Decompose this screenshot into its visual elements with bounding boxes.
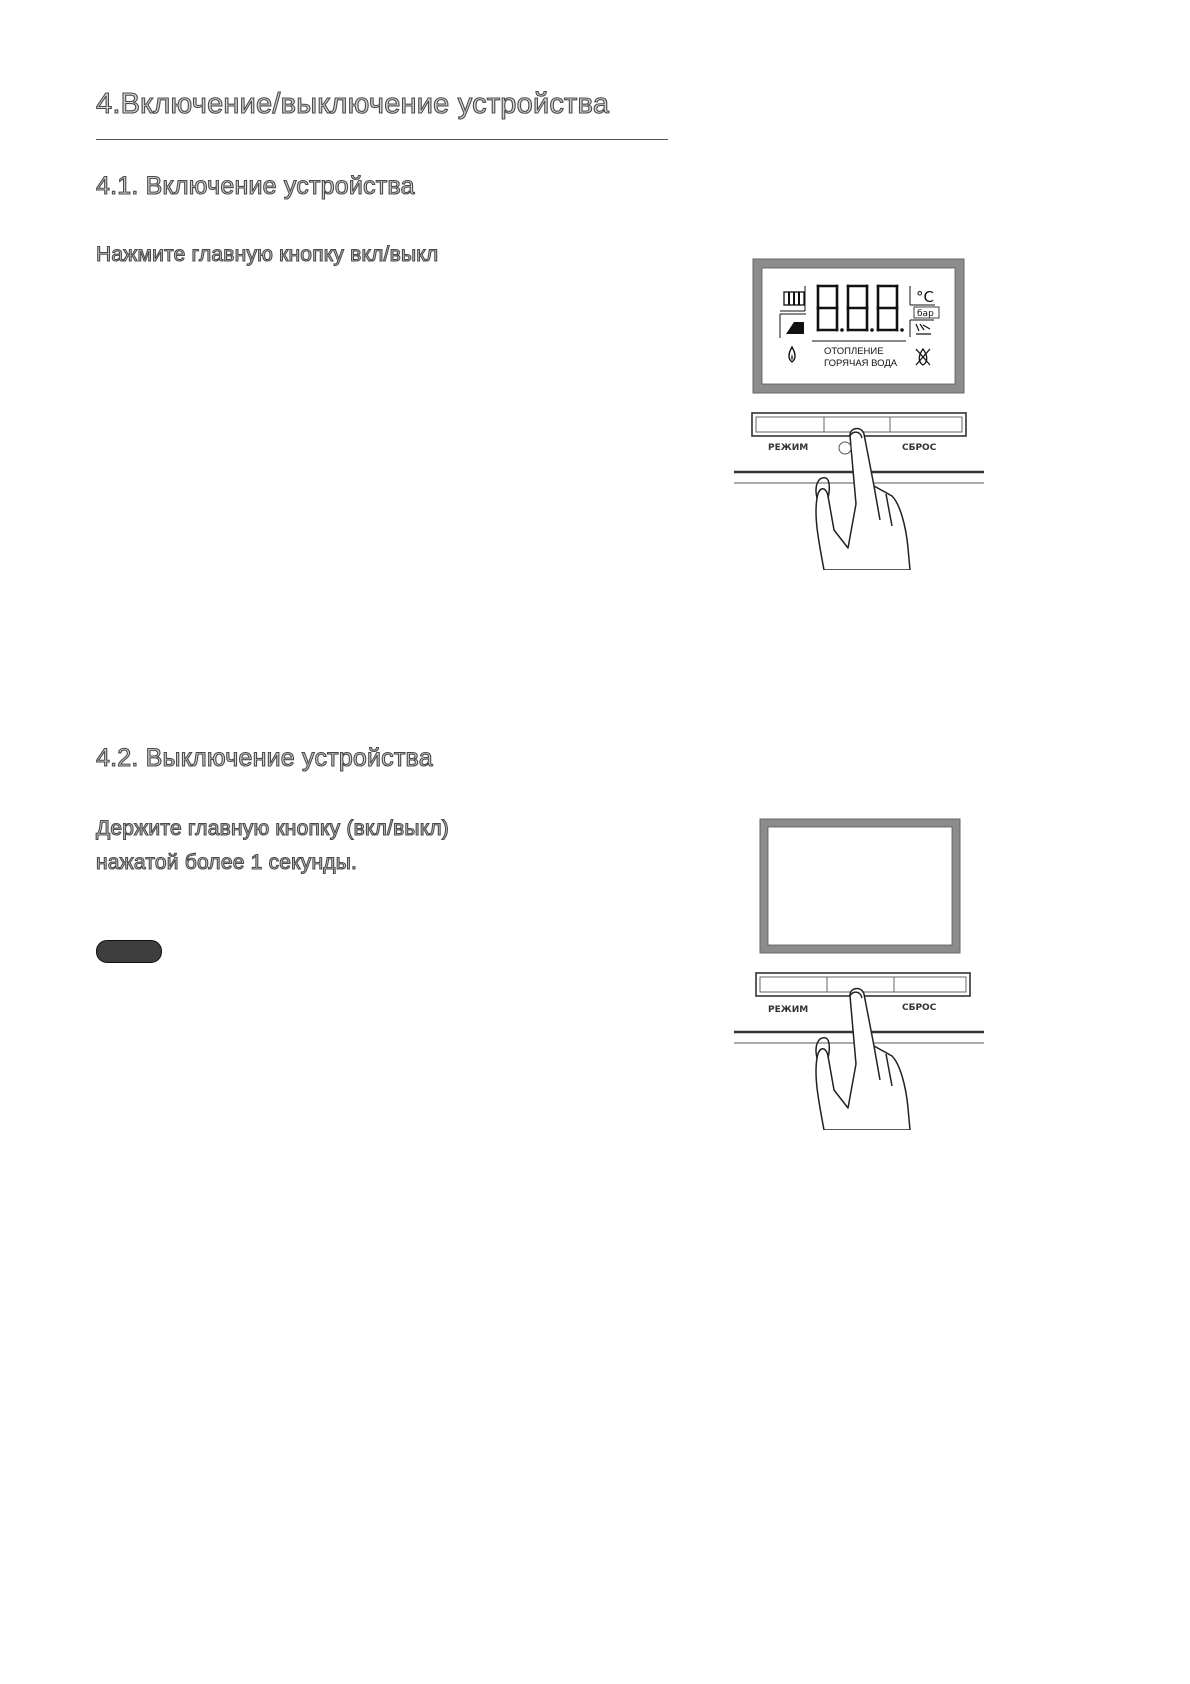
power-off-instruction-line-1: Держите главную кнопку (вкл/выкл) [96,817,449,840]
section-title-power-on: 4.1. Включение устройства [96,172,415,200]
power-off-instruction [96,812,449,880]
reset-button-label: СБРОС [902,443,937,453]
pressing-hand-drawing [816,428,910,570]
mode-hot-water-label: ГОРЯЧАЯ ВОДА [824,358,898,369]
display-screen-off [768,827,952,945]
celsius-unit: °C [916,288,934,306]
power-on-instruction: Нажмите главную кнопку вкл/выкл [96,243,439,266]
reset-button-off[interactable] [894,977,966,992]
mode-button-label: РЕЖИМ [768,443,809,453]
mode-button-off[interactable] [760,977,827,992]
page-title: 4.Включение/выключение устройства [96,88,610,120]
power-off-illustration [734,818,984,1130]
digit-decimal-point [840,328,844,332]
holding-hand-drawing [816,988,910,1130]
digit-decimal-point [870,328,874,332]
power-off-instruction-line-2: нажатой более 1 секунды. [96,851,358,874]
digit-decimal-point [900,328,904,332]
power-on-illustration [734,258,984,570]
mode-heating-label: ОТОПЛЕНИЕ [824,346,884,357]
mode-button[interactable] [756,417,824,432]
control-panel-off-drawing [734,818,984,1130]
reset-button[interactable] [890,417,962,432]
bar-unit: бар [917,309,934,319]
control-panel-lit-drawing [734,258,984,570]
power-symbol-icon [839,442,851,454]
mode-button-label-off: РЕЖИМ [768,1005,809,1015]
note-badge [96,940,162,963]
section-title-power-off: 4.2. Выключение устройства [96,744,433,772]
title-divider [96,139,668,140]
reset-button-label-off: СБРОС [902,1003,937,1013]
